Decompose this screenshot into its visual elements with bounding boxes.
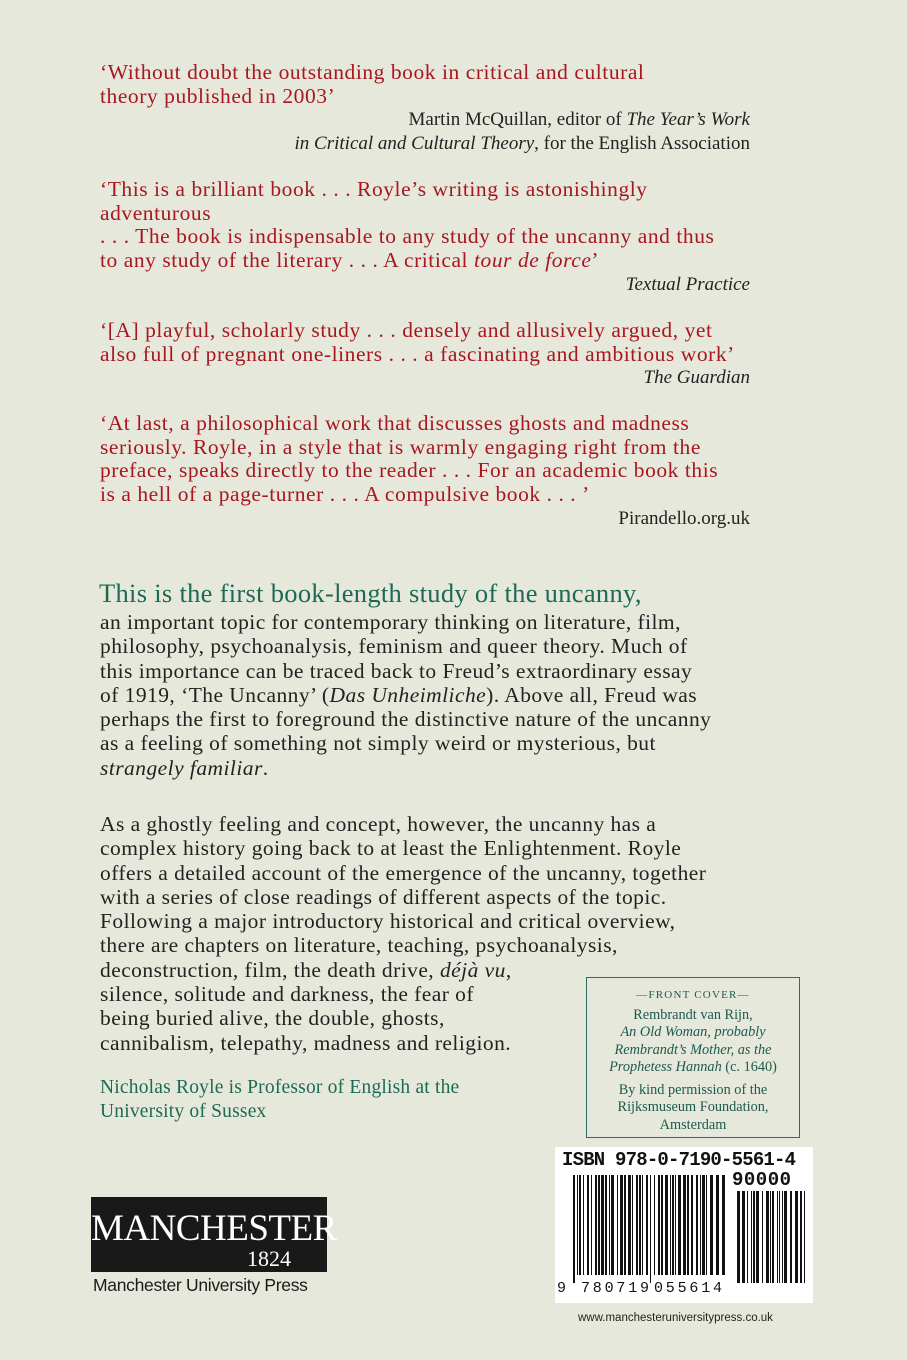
- price-code: 90000: [732, 1169, 792, 1191]
- description-paragraph-2: As a ghostly feeling and concept, however, the uncanny has a complex history going back to at least the Enlightenment. Royle offers a detailed account of the emergence of the uncanny, together with a series of close readings of different aspects of the topic. Following a major introductory historical and critical overview, there are chapters on literature, teaching, psychoanalysis, deconstruction, film, the death drive, déjà vu, silence, solitude and darkness, the fear of being buried alive, the double, ghosts, cannibalism, telepathy, madness and religion.: [100, 812, 707, 1055]
- barcode-bar: [650, 1175, 651, 1283]
- barcode-bar: [587, 1175, 589, 1275]
- barcode-bar: [696, 1175, 698, 1275]
- review-3-attribution: The Guardian: [643, 367, 750, 388]
- barcode-bar: [654, 1175, 655, 1275]
- barcode-bar: [804, 1191, 805, 1283]
- barcode-bar: [642, 1175, 643, 1275]
- barcode-bar: [675, 1175, 676, 1275]
- review-4-attribution: Pirandello.org.uk: [618, 508, 750, 529]
- barcode-bar: [665, 1175, 668, 1275]
- barcode-bar: [598, 1175, 600, 1275]
- barcode-bar: [691, 1175, 693, 1275]
- barcode-bar: [583, 1175, 584, 1275]
- author-bio: Nicholas Royle is Professor of English at the University of Sussex: [100, 1077, 460, 1122]
- description-headline: This is the first book-length study of the uncanny,: [99, 578, 642, 608]
- barcode-bar: [777, 1191, 778, 1283]
- barcode-panel: [555, 1147, 813, 1303]
- barcode-bar: [661, 1175, 663, 1275]
- barcode-bar: [800, 1191, 802, 1283]
- barcode-bar: [747, 1191, 748, 1283]
- barcode-bar: [766, 1191, 769, 1283]
- review-4-quote: ‘At last, a philosophical work that discusses ghosts and madness seriously. Royle, in a style that is warmly engaging right from the preface, speaks directly to the reader . . . For an academic book this is a hell of a page-turner . . . A compulsive book . . . ’: [100, 411, 719, 506]
- logo-year: 1824: [247, 1246, 291, 1271]
- barcode-bar: [611, 1175, 614, 1275]
- barcode-bar: [646, 1175, 648, 1275]
- addon-bars: [737, 1191, 805, 1283]
- review-2-attribution: Textual Practice: [625, 274, 750, 295]
- barcode-bar: [672, 1175, 674, 1275]
- barcode-bar: [620, 1175, 623, 1275]
- description-paragraph-1: an important topic for contemporary thinking on literature, film, philosophy, psychoanalysis, feminism and queer theory. Much of this importance can be traced back to Freud’s extraordinary essay of 1919, ‘The Uncanny’ (Das Unheimliche). Above all, Freud was perhaps the first to foreground the distinctive nature of the uncanny as a feeling of something not simply weird or mysterious, but strangely familiar.: [100, 610, 712, 780]
- barcode-bar: [678, 1175, 681, 1275]
- logo-name: MANCHESTER: [91, 1208, 337, 1249]
- ean-group-1: 780719: [581, 1280, 652, 1297]
- barcode-bar: [609, 1175, 610, 1275]
- barcode-bar: [784, 1191, 787, 1283]
- barcode-bar: [628, 1175, 631, 1275]
- review-1-quote: ‘Without doubt the outstanding book in critical and cultural theory published in 2003’: [100, 60, 645, 108]
- barcode-bar: [632, 1175, 633, 1275]
- barcode-bar: [756, 1191, 759, 1283]
- barcode-bar: [710, 1175, 713, 1275]
- review-1-attribution: Martin McQuillan, editor of The Year’s Work in Critical and Cultural Theory, for the English Association: [294, 109, 750, 154]
- barcode-bar: [782, 1191, 783, 1283]
- press-name: Manchester University Press: [93, 1275, 308, 1295]
- ean-first-digit: 9: [557, 1280, 567, 1297]
- isbn-text: ISBN 978-0-7190-5561-4: [562, 1149, 796, 1171]
- front-cover-heading: —FRONT COVER—: [636, 989, 750, 1001]
- barcode-bar: [706, 1175, 707, 1275]
- review-3-quote: ‘[A] playful, scholarly study . . . densely and allusively argued, yet also full of pregnant one-liners . . . a fascinating and ambitious work’: [100, 318, 735, 366]
- barcode-bar: [605, 1175, 607, 1275]
- barcode-bar: [577, 1175, 578, 1275]
- barcode-bar: [702, 1175, 705, 1275]
- publisher-url[interactable]: www.manchesteruniversitypress.co.uk: [578, 1312, 773, 1324]
- front-cover-credit: —FRONT COVER— Rembrandt van Rijn, An Old Woman, probably Rembrandt’s Mother, as the Prophetess Hannah (c. 1640) By kind permission of the Rijksmuseum Foundation, Amsterdam: [586, 977, 800, 1138]
- barcode-bar: [779, 1191, 780, 1283]
- barcode-bar: [624, 1175, 626, 1275]
- barcode-bar: [762, 1191, 763, 1283]
- publisher-logo: [91, 1197, 337, 1272]
- author-name: Nicholas Royle: [100, 1077, 224, 1098]
- barcode-bar: [753, 1191, 755, 1283]
- barcode-bar: [658, 1175, 660, 1275]
- barcode-bar: [795, 1191, 798, 1283]
- barcode-bar: [595, 1175, 597, 1275]
- barcode-bar: [670, 1175, 671, 1275]
- barcode-bar: [579, 1175, 581, 1275]
- barcode-bar: [601, 1175, 604, 1275]
- barcode-bar: [751, 1191, 752, 1283]
- barcode-bar: [742, 1191, 745, 1283]
- barcode-bar: [772, 1191, 774, 1283]
- barcode-bar: [737, 1191, 740, 1283]
- barcode-bar: [687, 1175, 689, 1275]
- barcode-bar: [573, 1175, 575, 1283]
- barcode-bar: [770, 1191, 771, 1283]
- ean-bars: [573, 1175, 725, 1283]
- review-2-quote: ‘This is a brilliant book . . . Royle’s writing is astonishingly adventurous . . . The book is indispensable to any study of the uncanny and thus to any study of the literary . . . A critical tour de force’: [100, 177, 715, 272]
- barcode-bar: [722, 1175, 725, 1275]
- barcode-bar: [636, 1175, 638, 1275]
- barcode-bar: [591, 1175, 592, 1275]
- barcode-bar: [716, 1175, 719, 1275]
- barcode-bar: [639, 1175, 641, 1275]
- barcode-bar: [683, 1175, 686, 1275]
- ean-group-2: 055614: [654, 1280, 725, 1297]
- barcode-bar: [700, 1175, 701, 1275]
- barcode-bar: [790, 1191, 792, 1283]
- barcode-bar: [617, 1175, 618, 1275]
